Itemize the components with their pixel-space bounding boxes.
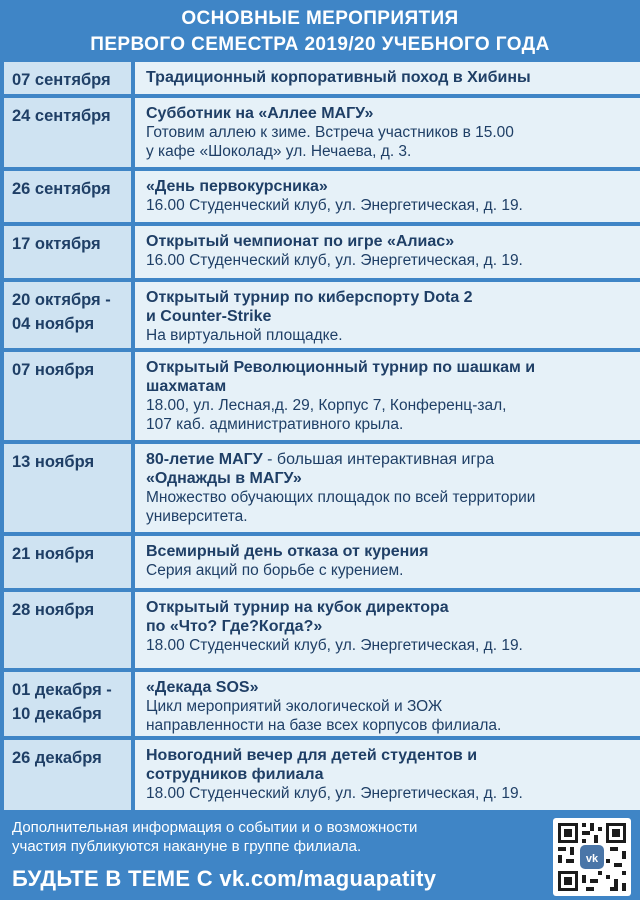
event-detail-line: Множество обучающих площадок по всей территории [146, 489, 536, 506]
event-detail-line: Готовим аллею к зиме. Встреча участников в 15.00 [146, 124, 514, 141]
event-description [135, 592, 640, 668]
event-date [4, 352, 131, 440]
footer-info [12, 818, 417, 856]
header-line-1: ОСНОВНЫЕ МЕРОПРИЯТИЯ [181, 8, 459, 29]
event-date [4, 62, 131, 94]
event-date-line: 07 сентября [12, 71, 111, 89]
event-title-line: Открытый чемпионат по игре «Алиас» [146, 233, 455, 250]
event-title-line: «День первокурсника» [146, 178, 328, 195]
event-date [4, 98, 131, 167]
event-title-line [146, 450, 640, 469]
event-row [0, 444, 640, 532]
event-date [4, 171, 131, 222]
event-row [0, 592, 640, 668]
event-title-line: и Counter-Strike [146, 308, 272, 325]
event-detail-line: Цикл мероприятий экологической и ЗОЖ [146, 698, 443, 715]
svg-text:vk: vk [585, 853, 599, 865]
event-title-line: «Декада SOS» [146, 679, 259, 696]
qr-code-graphic [553, 818, 631, 896]
event-description [135, 171, 640, 222]
event-row [0, 672, 640, 736]
event-title-line: Новогодний вечер для детей студентов и [146, 747, 478, 764]
event-title-line: шахматам [146, 378, 227, 395]
event-description [135, 226, 640, 278]
event-title-line: «Однажды в МАГУ» [146, 470, 302, 487]
event-date [4, 282, 131, 348]
event-title-line: Традиционный корпоративный поход в Хибины [146, 69, 531, 86]
event-row [0, 282, 640, 348]
event-date [4, 592, 131, 668]
header-line-2: ПЕРВОГО СЕМЕСТРА 2019/20 УЧЕБНОГО ГОДА [90, 34, 550, 55]
vk-icon [580, 845, 604, 869]
event-description [135, 740, 640, 810]
event-date [4, 226, 131, 278]
event-row [0, 171, 640, 222]
event-detail-line: направленности на базе всех корпусов филиала. [146, 717, 502, 734]
event-date-line: 17 октября [12, 235, 101, 253]
event-row [0, 352, 640, 440]
event-title-line: по «Что? Где?Когда?» [146, 618, 323, 635]
event-row [0, 226, 640, 278]
event-description [135, 98, 640, 167]
event-date-line: 01 декабря - [12, 681, 112, 699]
event-description [135, 444, 640, 532]
event-detail-line: 18.00 Студенческий клуб, ул. Энергетическая, д. 19. [146, 785, 523, 802]
event-row [0, 536, 640, 588]
event-date-line: 20 октября - [12, 291, 111, 309]
footer-info-line-2: участия публикуются накануне в группе филиала. [12, 838, 362, 855]
event-title-line: Субботник на «Аллее МАГУ» [146, 105, 374, 122]
event-row [0, 98, 640, 167]
event-row [0, 62, 640, 94]
event-date [4, 444, 131, 532]
event-date [4, 672, 131, 736]
event-detail-line: университета. [146, 508, 248, 525]
event-title-line: сотрудников филиала [146, 766, 324, 783]
event-title-line: Всемирный день отказа от курения [146, 543, 429, 560]
event-detail-line: 107 каб. административного крыла. [146, 416, 404, 433]
event-description [135, 62, 640, 94]
page-header [0, 0, 640, 62]
call-to-action[interactable]: БУДЬТЕ В ТЕМЕ С vk.com/maguapatity [12, 866, 437, 891]
event-date [4, 536, 131, 588]
footer-info-line-1: Дополнительная информация о событии и о возможности [12, 819, 418, 836]
event-date-line: 10 декабря [12, 705, 102, 723]
event-date [4, 740, 131, 810]
event-detail-line: 18.00, ул. Лесная,д. 29, Корпус 7, Конференц-зал, [146, 397, 507, 414]
event-row [0, 740, 640, 810]
event-detail-line: 16.00 Студенческий клуб, ул. Энергетическая, д. 19. [146, 197, 523, 214]
event-description [135, 672, 640, 736]
event-detail-line: Серия акций по борьбе с курением. [146, 562, 404, 579]
event-description [135, 536, 640, 588]
event-title-line: Открытый Революционный турнир по шашкам и [146, 359, 536, 376]
event-detail-line: 18.00 Студенческий клуб, ул. Энергетическая, д. 19. [146, 637, 523, 654]
event-date-line: 28 ноября [12, 601, 95, 619]
event-title-line: Открытый турнир на кубок директора [146, 599, 449, 616]
event-description [135, 352, 640, 440]
event-title-highlight: 80-летие МАГУ [146, 451, 263, 468]
event-title-line: Открытый турнир по киберспорту Dota 2 [146, 289, 473, 306]
event-detail-line: На виртуальной площадке. [146, 327, 343, 344]
event-description [135, 282, 640, 348]
event-date-line: 24 сентября [12, 107, 111, 125]
qr-code[interactable] [553, 818, 631, 896]
event-detail-line: 16.00 Студенческий клуб, ул. Энергетическая, д. 19. [146, 252, 523, 269]
event-date-line: 07 ноября [12, 361, 95, 379]
event-date-line: 26 декабря [12, 749, 102, 767]
event-date-line: 21 ноября [12, 545, 95, 563]
event-date-line: 13 ноября [12, 453, 95, 471]
event-date-line: 26 сентября [12, 180, 111, 198]
event-title-rest: - большая интерактивная игра [262, 451, 495, 468]
event-detail-line: у кафе «Шоколад» ул. Нечаева, д. 3. [146, 143, 412, 160]
event-date-line: 04 ноября [12, 315, 95, 333]
